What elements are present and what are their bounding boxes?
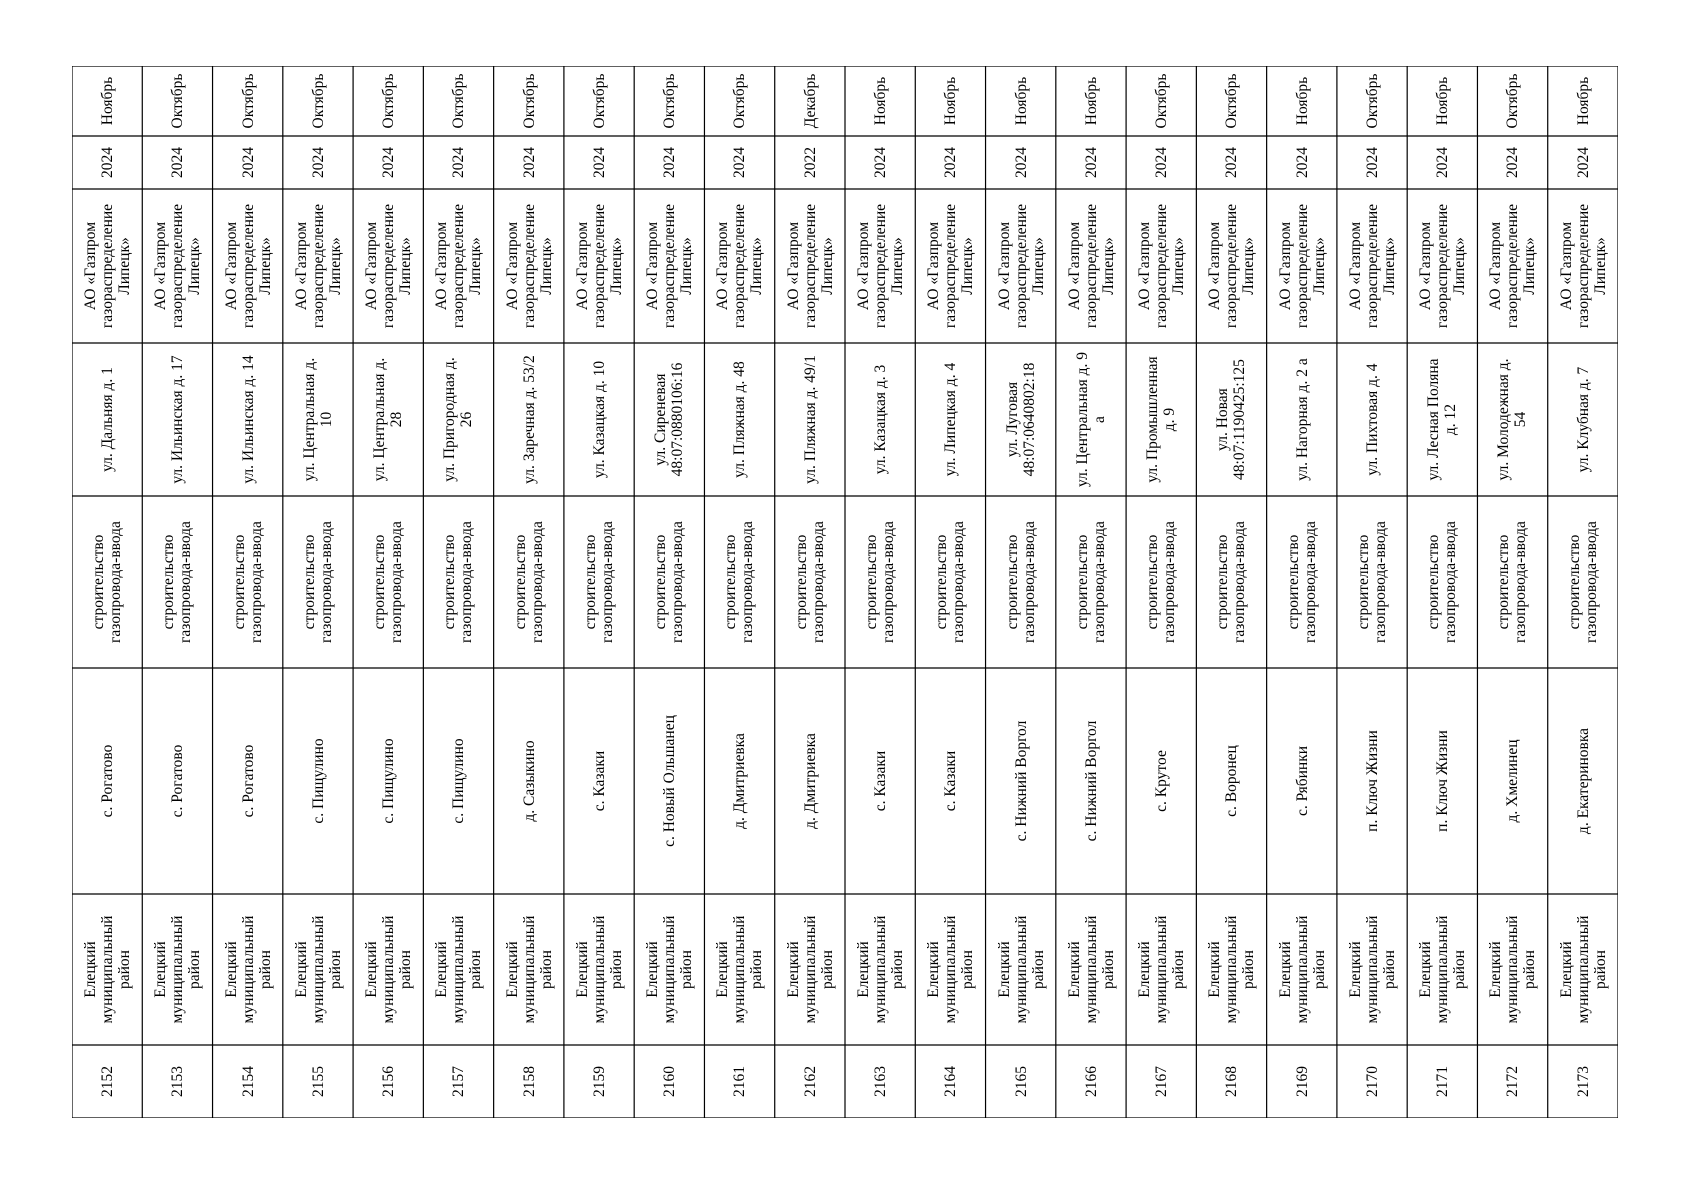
cell-address: ул. Сиреневая 48:07:0880106:16 [652, 362, 687, 477]
cell-work: строительство газопровода-ввода [863, 521, 898, 643]
cell-year: 2024 [1433, 147, 1451, 178]
cell-org: АО «Газпром газораспределение Липецк» [1346, 203, 1398, 329]
cell-district: Елецкий муниципальный район [1487, 915, 1539, 1024]
cell-work: строительство газопровода-ввода [1214, 521, 1249, 643]
cell-address: ул. Заречная д. 53/2 [520, 355, 538, 484]
cell-locality: с. Казаки [590, 750, 608, 812]
cell-num: 2166 [1082, 1066, 1100, 1097]
cell-org: АО «Газпром газораспределение Липецк» [1487, 203, 1539, 329]
cell-year: 2024 [590, 147, 608, 178]
table-row [1056, 66, 1126, 1118]
cell-month: Ноябрь [871, 76, 889, 126]
cell-num: 2156 [379, 1066, 397, 1097]
rotated-document-page [72, 66, 1618, 1118]
cell-year: 2024 [1152, 147, 1170, 178]
cell-locality: с. Пищулино [309, 738, 327, 824]
cell-num: 2163 [871, 1066, 889, 1097]
cell-work: строительство газопровода-ввода [230, 521, 265, 643]
cell-address: ул. Ильинская д. 17 [168, 355, 186, 484]
cell-district: Елецкий муниципальный район [995, 915, 1047, 1024]
cell-num: 2158 [520, 1066, 538, 1097]
cell-year: 2024 [520, 147, 538, 178]
cell-year: 2024 [1293, 147, 1311, 178]
cell-month: Октябрь [1504, 73, 1522, 129]
cell-org: АО «Газпром газораспределение Липецк» [573, 203, 625, 329]
cell-month: Октябрь [1152, 73, 1170, 129]
cell-month: Ноябрь [1574, 76, 1592, 126]
cell-num: 2160 [660, 1066, 678, 1097]
cell-year: 2022 [801, 147, 819, 178]
cell-year: 2024 [871, 147, 889, 178]
cell-num: 2172 [1504, 1066, 1522, 1097]
cell-district: Елецкий муниципальный район [1065, 915, 1117, 1024]
cell-district: Елецкий муниципальный район [222, 915, 274, 1024]
cell-work: строительство газопровода-ввода [441, 521, 476, 643]
cell-org: АО «Газпром газораспределение Липецк» [432, 203, 484, 329]
cell-district: Елецкий муниципальный район [503, 915, 555, 1024]
cell-year: 2024 [168, 147, 186, 178]
cell-locality: п. Ключ Жизни [1363, 730, 1381, 832]
cell-work: строительство газопровода-ввода [1073, 521, 1108, 643]
cell-work: строительство газопровода-ввода [511, 521, 546, 643]
cell-org: АО «Газпром газораспределение Липецк» [714, 203, 766, 329]
cell-district: Елецкий муниципальный район [1205, 915, 1257, 1024]
cell-num: 2170 [1363, 1066, 1381, 1097]
cell-year: 2024 [239, 147, 257, 178]
cell-district: Елецкий муниципальный район [292, 915, 344, 1024]
table-row [1407, 66, 1477, 1118]
cell-address: ул. Молодежная д. 54 [1495, 358, 1530, 481]
cell-year: 2024 [1363, 147, 1381, 178]
cell-num: 2161 [731, 1066, 749, 1097]
cell-address: ул. Нагорная д. 2 а [1293, 358, 1311, 481]
table-row [283, 66, 353, 1118]
table-row [213, 66, 283, 1118]
cell-year: 2024 [1504, 147, 1522, 178]
table-row [1477, 66, 1547, 1118]
cell-year: 2024 [309, 147, 327, 178]
cell-work: строительство газопровода-ввода [792, 521, 827, 643]
cell-month: Октябрь [449, 73, 467, 129]
cell-num: 2154 [239, 1066, 257, 1097]
cell-locality: с. Новый Ольшанец [660, 715, 678, 847]
cell-work: строительство газопровода-ввода [371, 521, 406, 643]
cell-num: 2167 [1152, 1066, 1170, 1097]
cell-num: 2164 [941, 1066, 959, 1097]
table-row [1548, 66, 1618, 1118]
table-row [1267, 66, 1337, 1118]
cell-year: 2024 [98, 147, 116, 178]
cell-work: строительство газопровода-ввода [1284, 521, 1319, 643]
cell-org: АО «Газпром газораспределение Липецк» [362, 203, 414, 329]
cell-month: Октябрь [1363, 73, 1381, 129]
cell-locality: с. Рогатово [168, 744, 186, 818]
table-row [494, 66, 564, 1118]
cell-org: АО «Газпром газораспределение Липецк» [1557, 203, 1609, 329]
cell-org: АО «Газпром газораспределение Липецк» [1276, 203, 1328, 329]
cell-org: АО «Газпром газораспределение Липецк» [924, 203, 976, 329]
cell-address: ул. Пляжная д. 49/1 [801, 355, 819, 484]
cell-month: Декабрь [801, 73, 819, 129]
cell-org: АО «Газпром газораспределение Липецк» [1135, 203, 1187, 329]
cell-work: строительство газопровода-ввода [1355, 521, 1390, 643]
table-row [353, 66, 423, 1118]
cell-year: 2024 [731, 147, 749, 178]
cell-month: Октябрь [239, 73, 257, 129]
cell-address: ул. Лесная Поляна д. 12 [1425, 358, 1460, 481]
cell-year: 2024 [1574, 147, 1592, 178]
cell-locality: с. Пищулино [449, 738, 467, 824]
cell-num: 2173 [1574, 1066, 1592, 1097]
cell-district: Елецкий муниципальный район [1557, 915, 1609, 1024]
cell-month: Ноябрь [1082, 76, 1100, 126]
cell-year: 2024 [1082, 147, 1100, 178]
cell-locality: с. Крутое [1152, 750, 1170, 812]
cell-year: 2024 [1222, 147, 1240, 178]
table-row [142, 66, 212, 1118]
cell-org: АО «Газпром газораспределение Липецк» [784, 203, 836, 329]
cell-district: Елецкий муниципальный район [1276, 915, 1328, 1024]
cell-work: строительство газопровода-ввода [90, 521, 125, 643]
cell-address: ул. Казацкая д. 10 [590, 360, 608, 479]
cell-district: Елецкий муниципальный район [643, 915, 695, 1024]
cell-year: 2024 [379, 147, 397, 178]
cell-locality: с. Казаки [941, 750, 959, 812]
cell-work: строительство газопровода-ввода [160, 521, 195, 643]
cell-month: Ноябрь [1433, 76, 1451, 126]
cell-org: АО «Газпром газораспределение Липецк» [151, 203, 203, 329]
cell-year: 2024 [1012, 147, 1030, 178]
table-row [845, 66, 915, 1118]
cell-month: Октябрь [168, 73, 186, 129]
cell-address: ул. Центральная д. 28 [371, 357, 406, 482]
cell-org: АО «Газпром газораспределение Липецк» [292, 203, 344, 329]
cell-month: Октябрь [309, 73, 327, 129]
table-row [1126, 66, 1196, 1118]
cell-num: 2155 [309, 1066, 327, 1097]
table-row [564, 66, 634, 1118]
cell-year: 2024 [660, 147, 678, 178]
cell-locality: с. Рогатово [239, 744, 257, 818]
cell-locality: с. Рябинки [1293, 745, 1311, 817]
cell-work: строительство газопровода-ввода [1495, 521, 1530, 643]
cell-district: Елецкий муниципальный район [81, 915, 133, 1024]
cell-address: ул. Липецкая д. 4 [941, 362, 959, 477]
cell-locality: д. Дмитриевка [801, 733, 819, 829]
cell-locality: д. Сазыкино [520, 740, 538, 822]
cell-work: строительство газопровода-ввода [722, 521, 757, 643]
cell-locality: д. Хмелинец [1504, 739, 1522, 823]
cell-month: Ноябрь [1012, 76, 1030, 126]
cell-num: 2152 [98, 1066, 116, 1097]
cell-district: Елецкий муниципальный район [1346, 915, 1398, 1024]
cell-district: Елецкий муниципальный район [1416, 915, 1468, 1024]
cell-month: Октябрь [520, 73, 538, 129]
cell-address: ул. Пригородная д. 26 [441, 357, 476, 482]
cell-org: АО «Газпром газораспределение Липецк» [854, 203, 906, 329]
cell-district: Елецкий муниципальный район [784, 915, 836, 1024]
cell-work: строительство газопровода-ввода [1144, 521, 1179, 643]
cell-org: АО «Газпром газораспределение Липецк» [643, 203, 695, 329]
cell-work: строительство газопровода-ввода [1565, 521, 1600, 643]
cell-district: Елецкий муниципальный район [573, 915, 625, 1024]
cell-locality: с. Нижний Воргол [1012, 720, 1030, 842]
cell-org: АО «Газпром газораспределение Липецк» [995, 203, 1047, 329]
cell-org: АО «Газпром газораспределение Липецк» [1416, 203, 1468, 329]
cell-month: Октябрь [660, 73, 678, 129]
cell-address: ул. Пихтовая д. 4 [1363, 363, 1381, 476]
cell-address: ул. Дальняя д. 1 [98, 367, 116, 472]
cell-locality: с. Рогатово [98, 744, 116, 818]
cell-org: АО «Газпром газораспределение Липецк» [503, 203, 555, 329]
cell-month: Октябрь [1222, 73, 1240, 129]
table-row [775, 66, 845, 1118]
cell-work: строительство газопровода-ввода [1003, 521, 1038, 643]
cell-district: Елецкий муниципальный район [1135, 915, 1187, 1024]
cell-address: ул. Центральная д. 9 а [1073, 351, 1108, 488]
cell-num: 2153 [168, 1066, 186, 1097]
cell-address: ул. Новая 48:07:1190425:125 [1214, 359, 1249, 480]
cell-locality: с. Казаки [871, 750, 889, 812]
cell-month: Ноябрь [941, 76, 959, 126]
table-row [72, 66, 142, 1118]
cell-address: ул. Казацкая д. 3 [871, 364, 889, 475]
cell-month: Ноябрь [98, 76, 116, 126]
cell-locality: д. Екатериновка [1574, 727, 1592, 835]
cell-locality: с. Пищулино [379, 738, 397, 824]
cell-num: 2168 [1222, 1066, 1240, 1097]
table-row [634, 66, 704, 1118]
cell-num: 2171 [1433, 1066, 1451, 1097]
cell-month: Октябрь [590, 73, 608, 129]
cell-num: 2162 [801, 1066, 819, 1097]
cell-address: ул. Пляжная д. 48 [731, 361, 749, 478]
cell-num: 2159 [590, 1066, 608, 1097]
cell-num: 2157 [449, 1066, 467, 1097]
cell-num: 2169 [1293, 1066, 1311, 1097]
cell-district: Елецкий муниципальный район [924, 915, 976, 1024]
table-row [1337, 66, 1407, 1118]
table-row [1196, 66, 1266, 1118]
cell-district: Елецкий муниципальный район [362, 915, 414, 1024]
cell-district: Елецкий муниципальный район [714, 915, 766, 1024]
table-row [986, 66, 1056, 1118]
cell-district: Елецкий муниципальный район [854, 915, 906, 1024]
cell-locality: д. Дмитриевка [731, 733, 749, 829]
cell-org: АО «Газпром газораспределение Липецк» [1065, 203, 1117, 329]
cell-month: Октябрь [379, 73, 397, 129]
cell-locality: с. Воронец [1222, 745, 1240, 817]
cell-address: ул. Центральная д. 10 [300, 357, 335, 482]
table-row [915, 66, 985, 1118]
cell-work: строительство газопровода-ввода [1425, 521, 1460, 643]
cell-address: ул. Ильинская д. 14 [239, 355, 257, 484]
cell-month: Октябрь [731, 73, 749, 129]
cell-locality: п. Ключ Жизни [1433, 730, 1451, 832]
cell-org: АО «Газпром газораспределение Липецк» [81, 203, 133, 329]
cell-work: строительство газопровода-ввода [582, 521, 617, 643]
cell-year: 2024 [941, 147, 959, 178]
cell-work: строительство газопровода-ввода [300, 521, 335, 643]
cell-num: 2165 [1012, 1066, 1030, 1097]
cell-locality: с. Нижний Воргол [1082, 720, 1100, 842]
table-row [704, 66, 774, 1118]
cell-district: Елецкий муниципальный район [432, 915, 484, 1024]
cell-work: строительство газопровода-ввода [652, 521, 687, 643]
cell-work: строительство газопровода-ввода [933, 521, 968, 643]
cell-year: 2024 [449, 147, 467, 178]
table-row [423, 66, 493, 1118]
cell-address: ул. Луговая 48:07:0640802:18 [1003, 362, 1038, 477]
cell-district: Елецкий муниципальный район [151, 915, 203, 1024]
cell-org: АО «Газпром газораспределение Липецк» [1205, 203, 1257, 329]
cell-org: АО «Газпром газораспределение Липецк» [222, 203, 274, 329]
cell-address: ул. Промышленная д. 9 [1144, 356, 1179, 483]
cell-month: Ноябрь [1293, 76, 1311, 126]
cell-address: ул. Клубная д. 7 [1574, 366, 1592, 473]
